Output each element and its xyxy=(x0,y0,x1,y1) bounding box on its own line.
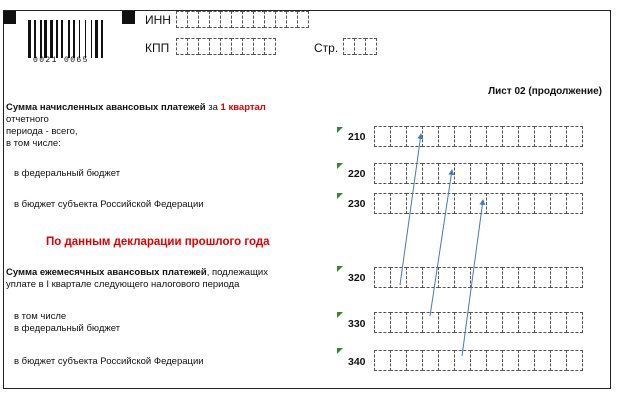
quarter-highlight: 1 квартал xyxy=(220,102,266,113)
row-label-330-line1: в том числе xyxy=(14,311,67,322)
section-current-line3: периода - всего, xyxy=(6,126,78,137)
kpp-label: КПП xyxy=(145,41,170,55)
section-current-title-bold: Сумма начисленных авансовых платежей xyxy=(6,102,206,113)
arrow-320-to-210 xyxy=(400,134,421,285)
inn-label: ИНН xyxy=(145,13,171,27)
row-code-320: 320 xyxy=(348,272,366,284)
section-current-line2: отчетного xyxy=(6,114,49,125)
arrow-330-to-220 xyxy=(430,170,452,316)
row-label-220: в федеральный бюджет xyxy=(14,168,121,179)
section-monthly-line2: уплате в I квартале следующего налогового периода xyxy=(6,279,240,290)
row-label-330-line2: в федеральный бюджет xyxy=(14,323,121,334)
row-code-210: 210 xyxy=(348,131,366,143)
row-code-330: 330 xyxy=(348,318,366,330)
arrow-340-to-230 xyxy=(462,200,483,356)
sheet-title: Лист 02 (продолжение) xyxy=(488,86,602,97)
page-label: Стр. xyxy=(314,41,339,55)
row-label-340: в бюджет субъекта Российской Федерации xyxy=(14,356,204,367)
section-monthly-title-bold: Сумма ежемесячных авансовых платежей xyxy=(6,267,207,278)
row-code-230: 230 xyxy=(348,198,366,210)
section-current-line4: в том числе: xyxy=(6,138,61,149)
row-code-220: 220 xyxy=(348,168,366,180)
barcode-number: 0021 0065 xyxy=(33,56,89,65)
previous-year-note: По данным декларации прошлого года xyxy=(46,236,270,248)
section-current-title-mid: за xyxy=(205,102,221,113)
section-monthly-title-rest: , подлежащих xyxy=(206,267,268,278)
row-label-230: в бюджет субъекта Российской Федерации xyxy=(14,199,204,210)
row-code-340: 340 xyxy=(348,356,366,368)
